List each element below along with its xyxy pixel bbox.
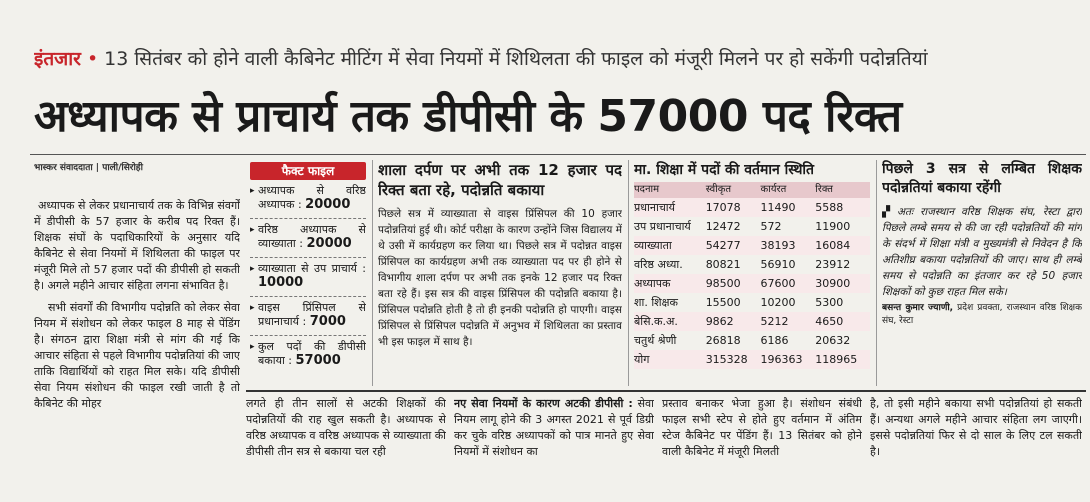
post-name: बेसि.क.अ.	[634, 312, 706, 331]
stats-header-row	[634, 182, 870, 198]
table-row	[634, 331, 870, 350]
fact-value: 20000	[306, 236, 352, 251]
headline-rule	[30, 154, 1086, 155]
post-name: अध्यापक	[634, 274, 706, 293]
bottom-text-4: है, तो इसी महीने बकाया सभी पदोन्नतियां हो सकती हैं। अन्यथा अगले महीने आचार संहिता लग जाएगी। इससे पदोन्नतियां फिर से दो साल के लिए टल सकती है।	[870, 397, 1082, 458]
working: 67600	[760, 274, 815, 293]
sanctioned: 80821	[705, 257, 741, 271]
post-name: शा. शिक्षक	[634, 295, 678, 309]
kicker-text: 13 सितंबर को होने वाली कैबिनेट मीटिंग में सेवा नियमों में शिथिलता की फाइल को मंजूरी मिलने पर हो सकेंगी पदोन्नतियां	[104, 48, 928, 70]
left-paragraph-2: सभी संवर्गों की विभागीय पदोन्नति को लेकर सेवा नियम में संशोधन को लेकर फाइल 8 माह से पेंडिंग है। संगठन द्वारा शिक्षा मंत्री से मांग की गई कि आचार संहिता से पहले विभागीय पदोन्नतियां की जाए ताकि विद्यार्थियों को राहत मिल सके। यदि डीपीसी सेवा नियम संशोधन की फाइल रखी जाती है तो कैबिनेट की मोहर	[34, 301, 240, 410]
column-divider	[628, 160, 629, 386]
bottom-text-2-body: सेवा नियम लागू होने की 3 अगस्त 2021 से पूर्व डिग्री कर चुके वरिष्ठ अध्यापकों को पात्र मानते हुए सेवा नियमों में संशोधन का	[454, 397, 654, 458]
post-name: उप प्रधानाचार्य	[634, 219, 691, 233]
sanctioned: 54277	[706, 236, 761, 255]
stats-col-header: कार्यरत	[760, 182, 815, 198]
bottom-text-2	[454, 396, 654, 460]
fact-item	[250, 297, 366, 336]
right-quote	[882, 204, 1082, 300]
working: 572	[760, 219, 782, 233]
vacant: 5588	[815, 198, 870, 217]
bottom-column-1	[246, 396, 446, 496]
fact-label: व्याख्याता से उप प्राचार्य :	[258, 262, 366, 275]
table-row	[634, 293, 870, 312]
post-name: चतुर्थ श्रेणी	[634, 333, 677, 347]
byline: भास्कर संवाददाता | पाली/सिरोही	[34, 163, 143, 173]
working: 10200	[760, 295, 796, 309]
stats-col-header: रिक्त	[815, 182, 870, 198]
fact-item	[250, 258, 366, 297]
fact-label: अध्यापक से वरिष्ठ अध्यापक :	[258, 184, 366, 211]
bullet-icon: •	[86, 48, 99, 70]
post-name: योग	[634, 350, 706, 369]
fact-item	[250, 180, 366, 219]
fact-value: 20000	[305, 197, 351, 212]
sanctioned: 315328	[706, 350, 761, 369]
vacant: 118965	[815, 350, 870, 369]
mid-body: पिछले सत्र में व्याख्याता से वाइस प्रिंसिपल की 10 हजार पदोन्नतियां हुई थी। कोर्ट परीक्षा के कारण उन्होंने जिस विद्यालय में थे उसी में कार्यग्रहण कर लिया था। पिछले सत्र में पदोन्नत वाइस प्रिंसिपल का कार्यग्रहण अभी तक व्याख्याता पद पर ही होने से विभागीय शाला दर्पण पर अभी तक इनके 12 हजार पद रिक्त बता रहे हैं। इस सत्र की वाइस प्रिंसिपल की पदोन्नति बकाया है। प्रिंसिपल पदोन्नति होती है तो ही इनकी पदोन्नति हो पाएगी। वाइस प्रिंसिपल से प्रिंसिपल पदोन्नति में अनुभव में शिथिलता का प्रस्ताव भी इस फाइल में साथ है।	[378, 208, 622, 348]
post-name: व्याख्याता	[634, 236, 706, 255]
stats-col-header: पदनाम	[634, 182, 706, 198]
vacant: 23912	[815, 257, 851, 271]
working: 5212	[760, 312, 815, 331]
fact-label: वाइस प्रिंसिपल से प्रधानाचार्य :	[258, 301, 366, 328]
stats-panel	[634, 160, 872, 386]
kicker	[34, 44, 1084, 74]
bottom-subhead: नए सेवा नियमों के कारण अटकी डीपीसी :	[454, 397, 633, 410]
mid-heading: शाला दर्पण पर अभी तक 12 हजार पद रिक्त बता रहे, पदोन्नति बकाया	[378, 161, 622, 199]
fact-value: 10000	[258, 275, 304, 290]
mid-column	[378, 160, 622, 386]
right-quote-text: अतः राजस्थान वरिष्ठ शिक्षक संघ, रेस्टा द्वारा पिछले लम्बे समय से की जा रही पदोन्नतियों की मांग के संदर्भ में शिक्षा मंत्री व मुख्यमंत्री से निवेदन है कि अतिशीघ्र बकाया पदोन्नतियों की जाए। साथ ही लम्बे समय से पदोन्नति का इंतजार कर रहे 50 हजार शिक्षकों को कुछ राहत मिल सके।	[882, 206, 1082, 298]
fact-label: कुल पदों की डीपीसी बकाया :	[258, 340, 366, 367]
vacant: 20632	[815, 333, 851, 347]
sanctioned: 15500	[705, 295, 741, 309]
sanctioned: 12472	[705, 219, 741, 233]
sanctioned: 98500	[706, 274, 761, 293]
quote-marker-icon: ▞	[882, 206, 898, 218]
fact-file	[250, 162, 366, 390]
table-row-total	[634, 350, 870, 369]
left-paragraph-1: अध्यापक से लेकर प्रधानाचार्य तक के विभिन्न संवर्गों में डीपीसी के 57 हजार के करीब पद रिक्त हैं। शिक्षक संघों के पदाधिकारियों के अनुसार यदि कैबिनेट से सेवा नियमों में शिथिलता की फाइल पर मंजूरी मिले तो 57 हजार पदों की डीपीसी हो सकती है। अगले महीने आचार संहिता लगना संभावित है।	[34, 199, 240, 292]
vacant: 5300	[815, 295, 844, 309]
sign-name: बसन्त कुमार ज्याणी,	[882, 303, 954, 313]
bottom-column-4	[870, 396, 1082, 496]
stats-table	[634, 182, 870, 369]
left-column	[34, 162, 240, 484]
working: 38193	[760, 236, 815, 255]
bottom-column-2	[454, 396, 654, 496]
vacant: 4650	[815, 312, 870, 331]
sanctioned: 9862	[706, 312, 761, 331]
column-divider	[372, 160, 373, 386]
sanctioned: 26818	[705, 333, 741, 347]
table-row	[634, 312, 870, 331]
column-divider	[876, 160, 877, 386]
sign-role: प्रदेश प्रवक्ता, राजस्थान वरिष्ठ शिक्षक संघ, रेस्टा	[882, 303, 1082, 326]
table-row	[634, 198, 870, 217]
working: 196363	[760, 350, 815, 369]
fact-item	[250, 336, 366, 374]
table-row	[634, 217, 870, 236]
bottom-column-3	[662, 396, 862, 496]
fact-label: वरिष्ठ अध्यापक से व्याख्याता :	[258, 223, 366, 250]
headline: अध्यापक से प्राचार्य तक डीपीसी के 57000 पद रिक्त	[34, 91, 902, 142]
working: 6186	[760, 333, 789, 347]
vacant: 11900	[815, 219, 851, 233]
table-row	[634, 236, 870, 255]
fact-file-title: फैक्ट फाइल	[250, 162, 366, 180]
kicker-tag: इंतजार	[34, 48, 81, 70]
working: 56910	[760, 257, 796, 271]
fact-value: 7000	[309, 314, 346, 329]
table-row	[634, 255, 870, 274]
bottom-text-3: प्रस्ताव बनाकर भेजा हुआ है। संशोधन संबंधी फाइल सभी स्टेप से होते हुए वर्तमान में अंतिम स्टेज कैबिनेट पर पेंडिंग हैं। 13 सितंबर को होने वाली कैबिनेट में मंजूरी मिलती	[662, 397, 862, 458]
sanctioned: 17078	[706, 198, 761, 217]
bottom-text-1: लगते ही तीन सालों से अटकी शिक्षकों की पदोन्नतियों की राह खुल सकती है। अध्यापक से वरिष्ठ अध्यापक व वरिष्ठ अध्यापक से व्याख्याता की डीपीसी तीन सत्र से बकाया चल रही	[246, 397, 446, 458]
stats-heading: मा. शिक्षा में पदों की वर्तमान स्थिति	[634, 162, 815, 178]
working: 11490	[760, 198, 815, 217]
vacant: 16084	[815, 236, 870, 255]
post-name: प्रधानाचार्य	[634, 198, 706, 217]
post-name: वरिष्ठ अध्या.	[634, 257, 683, 271]
stats-col-header: स्वीकृत	[706, 182, 761, 198]
right-heading: पिछले 3 सत्र से लम्बित शिक्षक पदोन्नतियां बकाया रहेंगी	[882, 161, 1082, 196]
fact-value: 57000	[295, 353, 341, 368]
table-row	[634, 274, 870, 293]
right-column	[882, 160, 1082, 386]
bottom-rule	[246, 390, 1086, 392]
vacant: 30900	[815, 274, 870, 293]
signature	[882, 302, 1082, 328]
fact-item	[250, 219, 366, 258]
